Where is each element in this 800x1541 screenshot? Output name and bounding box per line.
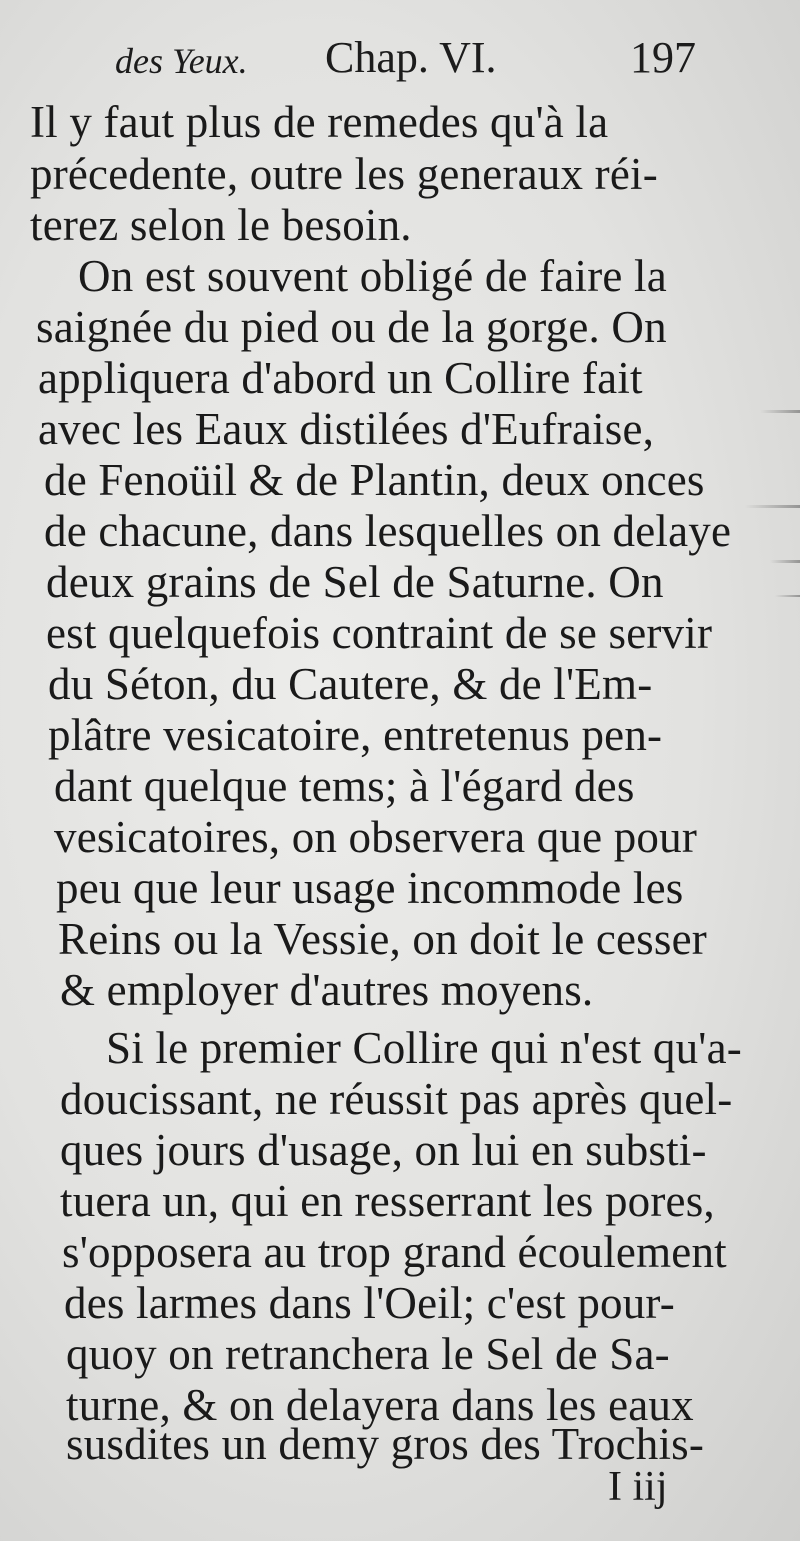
running-title: des Yeux.: [115, 41, 248, 81]
text-line: dant quelque tems; à l'égard des: [54, 761, 635, 811]
text-line: Il y faut plus de remedes qu'à la: [30, 97, 609, 147]
text-line: de chacune, dans lesquelles on delaye: [44, 506, 732, 556]
text-line: & employer d'autres moyens.: [60, 965, 594, 1015]
signature-mark: I iij: [608, 1464, 668, 1510]
text-line: peu que leur usage incommode les: [56, 863, 684, 913]
text-line: doucissant, ne réussit pas après quel-: [60, 1074, 733, 1124]
text-line: des larmes dans l'Oeil; c'est pour-: [64, 1278, 675, 1328]
text-line: terez selon le besoin.: [30, 200, 412, 250]
text-line: plâtre vesicatoire, entretenus pen-: [48, 710, 663, 760]
text-line: appliquera d'abord un Collire fait: [38, 353, 643, 403]
chapter-heading: Chap. VI.: [325, 33, 497, 82]
text-line: tuera un, qui en resserrant les pores,: [60, 1176, 715, 1226]
text-line: de Fenoüil & de Plantin, deux onces: [44, 455, 705, 505]
text-line: deux grains de Sel de Saturne. On: [46, 557, 664, 607]
text-line: est quelquefois contraint de se servir: [46, 608, 713, 658]
text-line: précedente, outre les generaux réi-: [30, 149, 658, 199]
text-line: On est souvent obligé de faire la: [78, 251, 667, 301]
text-line: Reins ou la Vessie, on doit le cesser: [58, 914, 707, 964]
text-line: vesicatoires, on observera que pour: [54, 812, 698, 862]
text-line: du Séton, du Cautere, & de l'Em-: [48, 659, 653, 709]
text-line: susdites un demy gros des Trochis-: [66, 1419, 705, 1469]
page-number: 197: [630, 33, 696, 82]
text-line: Si le premier Collire qui n'est qu'a-: [106, 1023, 742, 1073]
text-line: avec les Eaux distilées d'Eufraise,: [38, 404, 655, 454]
text-line: ques jours d'usage, on lui en substi-: [60, 1125, 707, 1175]
text-line: quoy on retranchera le Sel de Sa-: [66, 1329, 670, 1379]
text-line: s'opposera au trop grand écoulement: [62, 1227, 727, 1277]
text-line: turne, & on delayera dans les eaux: [66, 1380, 694, 1430]
text-line: saignée du pied ou de la gorge. On: [36, 302, 667, 352]
